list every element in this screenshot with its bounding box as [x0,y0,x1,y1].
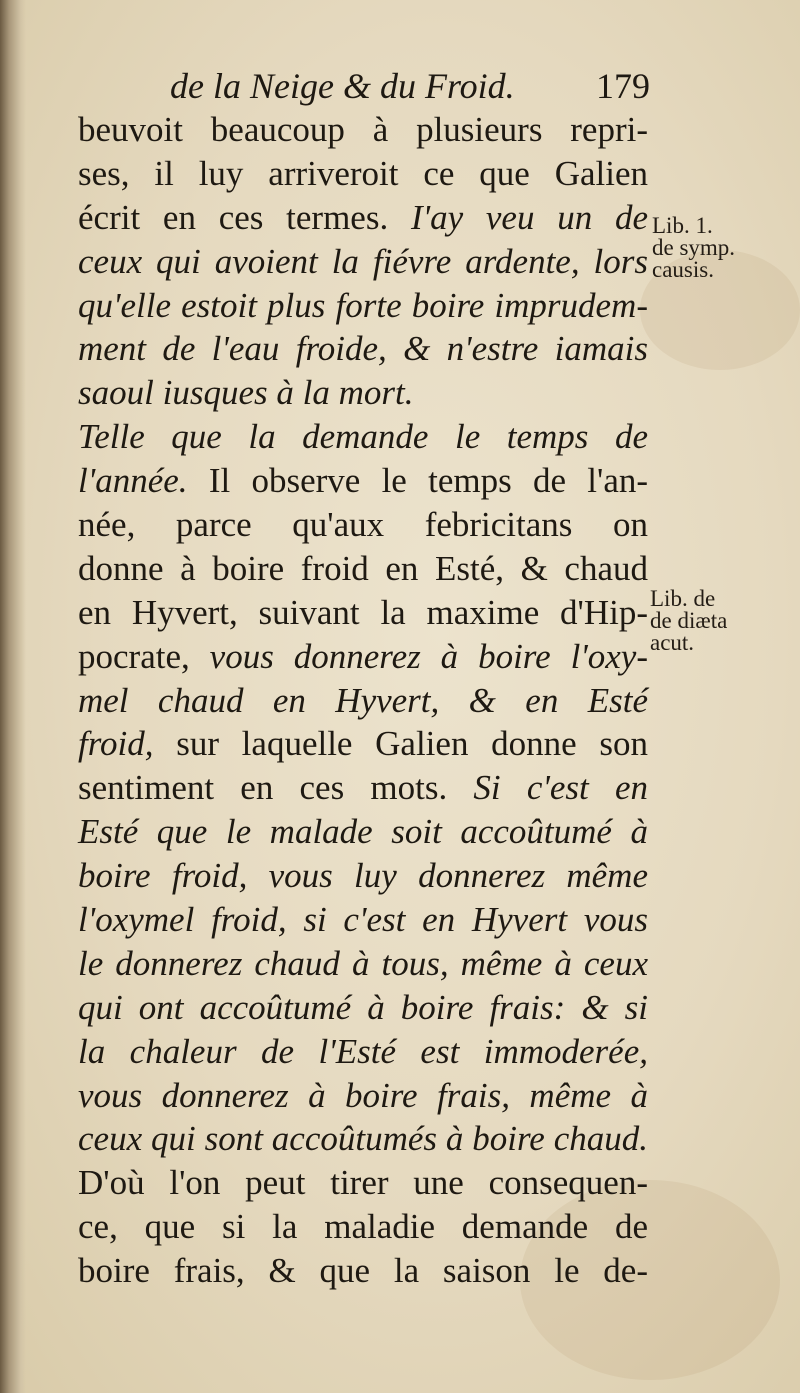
text-line [78,679,648,723]
italic-quotation: Esté que le malade soit accoûtumé à [78,812,648,852]
text-line [78,284,648,328]
text-line [78,1030,648,1074]
text-line [78,635,648,679]
text-line [78,196,648,240]
text-run: donne à boire froid en Esté, & chaud [78,548,648,588]
page-number: 179 [596,66,650,106]
margin-note-lib-1 [652,215,735,281]
text-run: sentiment en ces mots. [78,768,474,808]
italic-quotation: qu'elle estoit plus forte boire imprudem- [78,285,648,325]
text-line [78,371,648,415]
text-line [78,986,648,1030]
text-line [78,591,648,635]
margin-note-line: acut. [650,630,695,655]
text-line [78,1117,648,1161]
text-line [78,1074,648,1118]
text-line [78,415,648,459]
italic-quotation: saoul iusques à la mort. [78,373,414,413]
text-run: D'où l'on peut tirer une consequen- [78,1163,648,1203]
margin-note-line: Lib. de [650,586,716,611]
text-run: sur laquelle Galien donne son [176,724,648,764]
italic-quotation: l'année. [78,461,209,501]
text-line [78,327,648,371]
italic-quotation: l'oxymel froid, si c'est en Hyvert vous [78,900,648,940]
text-run: Il observe le temps de l'an- [208,461,649,501]
text-line [78,1161,648,1205]
running-header [170,64,650,108]
italic-quotation: ment de l'eau froide, & n'estre iamais [78,329,648,369]
text-line [78,503,648,547]
text-line [78,898,648,942]
text-line [78,459,648,503]
italic-quotation: vous donnerez à boire l'oxy- [209,636,649,676]
italic-quotation: qui ont accoûtumé à boire frais: & si [78,987,648,1027]
text-line [78,1205,648,1249]
text-line [78,1249,648,1293]
italic-quotation: mel chaud en Hyvert, & en Esté [78,680,648,720]
text-run: ce, que si la maladie demande de [78,1207,648,1247]
text-line [78,547,648,591]
italic-quotation: ceux qui sont accoûtumés à boire chaud. [78,1119,648,1159]
text-run: en Hyvert, suivant la maxime d'Hip- [78,592,648,632]
text-line [78,240,648,284]
text-run: pocrate, [78,636,210,676]
margin-note-line: causis. [652,257,714,282]
italic-quotation: Si c'est en [473,768,648,808]
text-line [78,942,648,986]
text-run: ses, il luy arriveroit ce que Galien [78,153,648,193]
text-line [78,722,648,766]
text-line [78,152,648,196]
text-line [78,854,648,898]
italic-quotation: ceux qui avoient la fiévre ardente, lors [78,241,648,281]
text-line [78,810,648,854]
text-run: écrit en ces termes. [78,197,411,237]
body-text [78,108,648,1293]
italic-quotation: boire froid, vous luy donnerez même [78,856,648,896]
text-run: boire frais, & que la saison le de- [78,1251,648,1291]
italic-quotation: froid, [78,724,177,764]
margin-note-line: de symp. [652,235,736,260]
text-line [78,766,648,810]
text-run: beuvoit beaucoup à plusieurs repri- [78,110,648,149]
italic-quotation: vous donnerez à boire frais, même à [78,1075,648,1115]
italic-quotation: Telle que la demande le temps de [78,417,648,457]
margin-note-line: Lib. 1. [652,213,713,238]
text-line [78,108,648,152]
running-title: de la Neige & du Froid. [170,66,515,106]
italic-quotation: la chaleur de l'Esté est immoderée, [78,1031,648,1071]
margin-note-line: de diæta [650,608,728,633]
italic-quotation: le donnerez chaud à tous, même à ceux [78,943,648,983]
text-run: née, parce qu'aux febricitans on [78,505,648,545]
italic-quotation: I'ay veu un de [410,197,648,237]
margin-note-lib-de-diaeta [650,588,727,654]
book-gutter [0,0,26,1393]
